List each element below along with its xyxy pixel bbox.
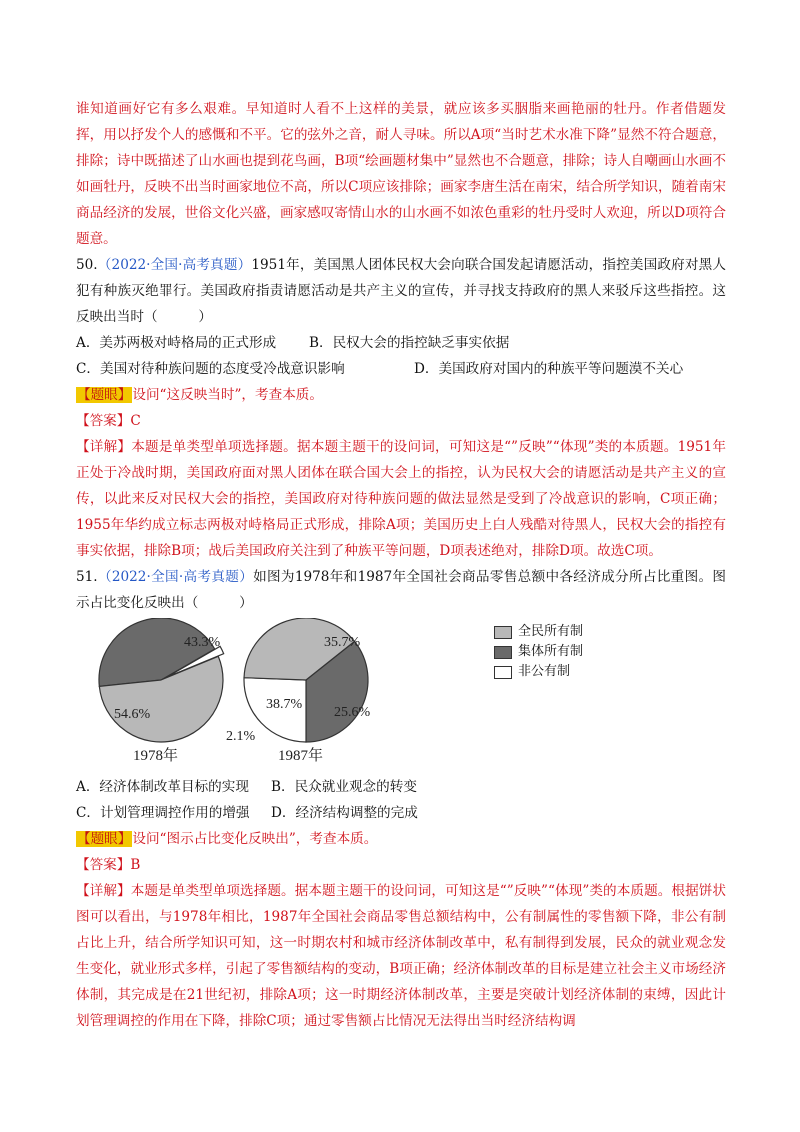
question-text: 1951年，美国黑人团体民权大会向联合国发起请愿活动，指控美国政府对黑人犯有种族灭绝罪行。美国政府指责请愿活动是共产主义的宣传，并寻找支持政府的黑人来驳斥这些指控。这反映出当时（ ） [76,257,727,325]
question-51-tiyan [76,826,726,852]
question-50-detail [76,434,726,564]
question-50-stem [76,252,726,330]
legend-item-jiti [494,642,583,662]
tiyan-text: 设问“这反映当时”，考查本质。 [132,387,323,403]
legend-swatch-icon [494,626,512,639]
page-content [76,96,726,1034]
tiyan-tag: 【题眼】 [77,387,132,403]
question-source: 2022·全国·高考真题 [111,569,240,585]
detail-text: 本题是单类型单项选择题。据本题主题干的设问词，可知这是“”反映”“体现”类的本质题。根据饼状图可以看出，与1978年相比，1987年全国社会商品零售总额结构中，公有制属性的零售额下降，非公有制占比上升，结合所学知识可知，这一时期农村和城市经济体制改革中，私有制得到发展，民众的就业观念发生变化，就业形式多样，引起了零售额结构的变动，B项正确；经济体制改革的目标是建立社会主义市场经济体制，其完成是在21世纪初，排除A项；这一时期经济体制改革，主要是突破计划经济体制的束缚，因此计划管理调控的作用在下降，排除C项；通过零售额占比情况无法得出当时经济结构调 [76,883,727,1029]
answer-value: B [130,857,141,873]
legend-item-feigong [494,662,583,682]
data-label: 35.7% [324,635,361,650]
question-source: 2022·全国·高考真题 [111,257,238,273]
answer-tag: 【答案】 [76,857,131,873]
detail-tag: 【详解】 [76,883,131,899]
chart-title: 1978年 [133,748,179,764]
question-51-options [76,774,726,826]
source-close: ） [239,569,254,585]
source-close: ） [237,257,252,273]
source-open: （ [97,569,112,585]
question-number: 51. [76,569,98,585]
option-b: B．民权大会的指控缺乏事实依据 [309,335,510,351]
legend-item-quanmin [494,622,583,642]
tiyan-text: 设问“图示占比变化反映出”，考查本质。 [132,831,378,847]
source-open: （ [97,257,112,273]
chart-title: 1987年 [278,748,324,764]
option-b: B．民众就业观念的转变 [271,779,417,795]
data-label: 25.6% [334,705,371,720]
data-label: 2.1% [226,729,256,744]
question-51-detail [76,878,726,1034]
detail-text: 本题是单类型单项选择题。据本题主题干的设问词，可知这是“”反映”“体现”类的本质题。1951年正处于冷战时期，美国政府面对黑人团体在联合国大会上的指控，认为民权大会的请愿活动是共产主义的宣传，以此来反对民权大会的指控，美国政府对待种族问题的做法显然是受到了冷战意识的影响，C项正确；1955年华约成立标志两极对峙格局正式形成，排除A项；美国历史上白人残酷对待黑人，民权大会的指控有事实依据，排除B项；战后美国政府关注到了种族平等问题，D项表述绝对，排除D项。故选C项。 [76,439,727,559]
question-51-answer [76,852,726,878]
prev-explanation: 谁知道画好它有多么艰难。早知道时人看不上这样的美景，就应该多买胭脂来画艳丽的牡丹。作者借题发挥，用以抒发个人的感慨和不平。它的弦外之音，耐人寻味。所以A项“当时艺术水准下降”显然不符合题意，排除；诗中既描述了山水画也提到花鸟画，B项“绘画题材集中”显然也不合题意，排除；诗人自嘲画山水画不如画牡丹，反映不出当时画家地位不高，所以C项应该排除；画家李唐生活在南宋，结合所学知识，随着南宋商品经济的发展，世俗文化兴盛，画家感叹寄情山水的山水画不如浓色重彩的牡丹受时人欢迎，所以D项符合题意。 [76,101,726,247]
question-51-stem [76,564,726,616]
legend-swatch-icon [494,646,512,659]
option-a: A．美苏两极对峙格局的正式形成 [76,335,277,351]
legend-label: 集体所有制 [518,644,584,659]
chart-legend [494,622,583,682]
option-d: D．美国政府对国内的种族平等问题漠不关心 [414,361,684,377]
pie-chart-figure [76,618,726,768]
question-50-tiyan [76,382,726,408]
tiyan-tag: 【题眼】 [77,831,132,847]
legend-label: 非公有制 [518,664,571,679]
question-number: 50. [76,257,98,273]
option-c: C．计划管理调控作用的增强 [76,805,250,821]
legend-swatch-icon [494,666,512,679]
question-50-answer [76,408,726,434]
answer-value: C [130,413,141,429]
pie-charts [76,618,496,768]
data-label: 43.3% [184,635,221,650]
data-label: 38.7% [266,697,303,712]
option-d: D．经济结构调整的完成 [271,805,418,821]
data-label: 54.6% [114,707,151,722]
option-a: A．经济体制改革目标的实现 [76,779,249,795]
answer-tag: 【答案】 [76,413,131,429]
legend-label: 全民所有制 [518,624,584,639]
detail-tag: 【详解】 [76,439,132,455]
option-c: C．美国对待种族问题的态度受冷战意识影响 [76,361,345,377]
question-text: 如图为1978年和1987年全国社会商品零售总额中各经济成分所占比重图。图示占比变化反映出（ ） [76,569,726,611]
question-50-options [76,330,726,382]
